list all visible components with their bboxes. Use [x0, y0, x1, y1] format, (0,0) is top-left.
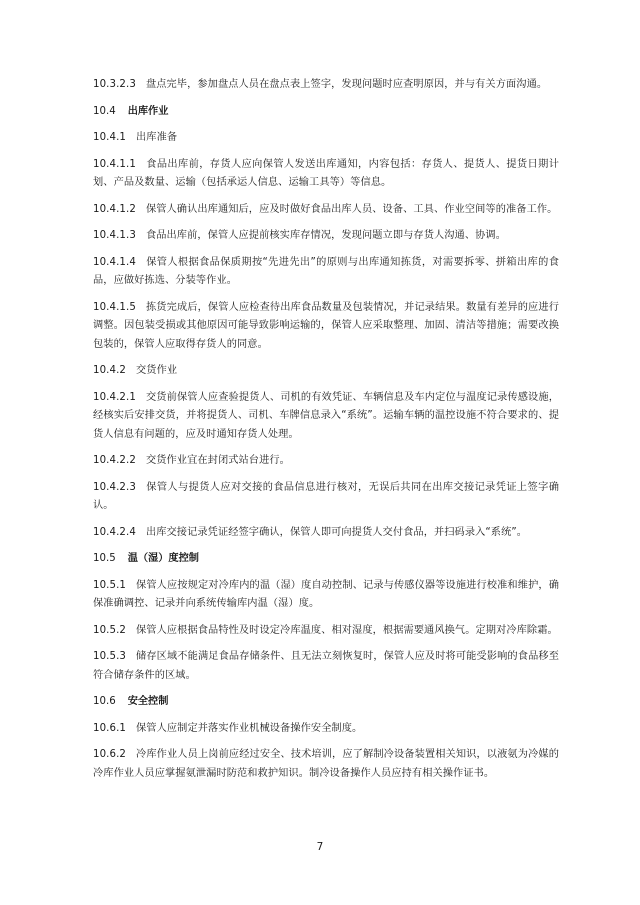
clause-text: 出库交接记录凭证经签字确认，保管人即可向提货人交付食品，并扫码录入“系统”。 — [145, 526, 528, 538]
clause-10-5-2 — [93, 622, 559, 641]
subsection-10-4-2 — [93, 362, 559, 381]
section-heading-10-5 — [93, 550, 559, 569]
clause-number: 10.5.2 — [93, 624, 127, 636]
section-number: 10.5 — [93, 553, 116, 564]
clause-10-5-1 — [93, 577, 559, 614]
section-heading-10-6 — [93, 693, 559, 712]
page-number: 7 — [316, 841, 324, 853]
clause-number: 10.4.1.4 — [93, 256, 136, 268]
clause-10-3-2-3 — [93, 76, 559, 95]
clause-text: 保管人根据食品保质期按“先进先出”的原则与出库通知拣货，对需要拆零、拼箱出库的食品，应做好拣选、分装等作业。 — [93, 256, 559, 286]
section-number: 10.6 — [93, 696, 116, 707]
clause-10-6-1 — [93, 720, 559, 739]
clause-number: 10.4.2.3 — [93, 481, 136, 493]
clause-10-4-1-1 — [93, 156, 559, 193]
clause-number: 10.4.1.5 — [93, 301, 136, 313]
clause-10-4-1-3 — [93, 227, 559, 246]
clause-10-4-2-2 — [93, 452, 559, 471]
clause-text: 盘点完毕，参加盘点人员在盘点表上签字，发现问题时应查明原因，并与有关方面沟通。 — [145, 79, 548, 90]
clause-text: 交货前保管人应查验提货人、司机的有效凭证、车辆信息及车内定位与温度记录传感设施，经核实后安排交货，并将提货人、司机、车牌信息录入“系统”。运输车辆的温控设施不符合要求的、提货人信息有问题的，应及时通知存货人处理。 — [93, 391, 559, 440]
clause-number: 10.4.2.4 — [93, 526, 136, 538]
subsection-10-4-1 — [93, 129, 559, 148]
clause-text: 拣货完成后，保管人应检查待出库食品数量及包装情况，并记录结果。数量有差异的应进行调整。因包装受损或其他原因可能导致影响运输的，保管人应采取整理、加固、清洁等措施；需要改换包装的，保管人应取得存货人的同意。 — [93, 301, 559, 350]
clause-10-4-2-1 — [93, 389, 559, 445]
clause-number: 10.6.2 — [93, 749, 127, 760]
subsection-number: 10.4.1 — [93, 132, 127, 143]
clause-10-4-1-4 — [93, 254, 559, 291]
clause-text: 保管人应按规定对冷库内的温（湿）度自动控制、记录与传感仪器等设施进行校准和维护，确保准确调控、记录并向系统传输库内温（湿）度。 — [93, 579, 559, 609]
clause-text: 保管人应根据食品特性及时设定冷库温度、相对湿度，根据需要通风换气。定期对冷库除霜。 — [136, 624, 558, 636]
document-body — [93, 76, 559, 791]
clause-text: 食品出库前，存货人应向保管人发送出库通知，内容包括：存货人、提货人、提货日期计划、产品及数量、运输（包括承运人信息、运输工具等）等信息。 — [93, 158, 559, 188]
clause-10-6-2 — [93, 746, 559, 783]
clause-number: 10.5.3 — [93, 651, 127, 662]
section-number: 10.4 — [93, 105, 116, 117]
clause-10-4-1-5 — [93, 299, 559, 355]
clause-number: 10.4.2.1 — [93, 391, 136, 403]
subsection-title: 出库准备 — [136, 132, 178, 143]
section-title: 出库作业 — [127, 105, 169, 117]
clause-number: 10.6.1 — [93, 722, 127, 734]
subsection-title: 交货作业 — [136, 365, 178, 376]
clause-number: 10.4.1.3 — [93, 230, 136, 241]
clause-number: 10.5.1 — [93, 579, 127, 591]
clause-10-5-3 — [93, 648, 559, 685]
clause-text: 保管人与提货人应对交接的食品信息进行核对，无误后共同在出库交接记录凭证上签字确认。 — [93, 481, 559, 511]
clause-number: 10.4.2.2 — [93, 455, 136, 466]
clause-text: 交货作业宜在封闭式站台进行。 — [145, 455, 290, 466]
section-title: 温（湿）度控制 — [127, 553, 199, 564]
clause-10-4-2-3 — [93, 479, 559, 516]
clause-text: 食品出库前，保管人应提前核实库存情况，发现问题立即与存货人沟通、协调。 — [145, 230, 506, 241]
section-title: 安全控制 — [127, 696, 169, 707]
clause-number: 10.3.2.3 — [93, 79, 136, 90]
clause-text: 冷库作业人员上岗前应经过安全、技术培训，应了解制冷设备装置相关知识，以液氨为冷媒的冷库作业人员应掌握氨泄漏时防范和救护知识。制冷设备操作人员应持有相关操作证书。 — [93, 749, 559, 779]
clause-text: 储存区域不能满足食品存储条件、且无法立刻恢复时，保管人应及时将可能受影响的食品移至符合储存条件的区域。 — [93, 651, 559, 681]
clause-10-4-2-4 — [93, 524, 559, 543]
clause-text: 保管人应制定并落实作业机械设备操作安全制度。 — [136, 722, 363, 734]
section-heading-10-4 — [93, 103, 559, 122]
clause-text: 保管人确认出库通知后，应及时做好食品出库人员、设备、工具、作业空间等的准备工作。 — [145, 203, 558, 215]
clause-10-4-1-2 — [93, 201, 559, 220]
clause-number: 10.4.1.2 — [93, 203, 136, 215]
clause-number: 10.4.1.1 — [93, 158, 136, 170]
subsection-number: 10.4.2 — [93, 365, 127, 376]
